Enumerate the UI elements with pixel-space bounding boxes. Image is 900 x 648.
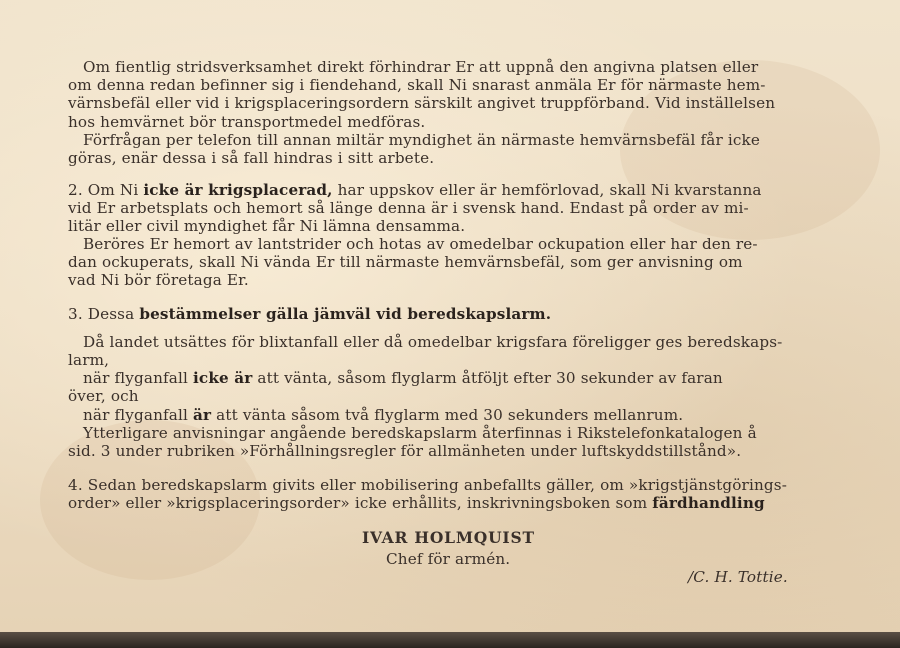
section1-line: hos hemvärnet bör transportmedel medföras. xyxy=(68,113,426,131)
section3-text: när flyganfall xyxy=(83,369,194,387)
section1-line: värnsbefäl eller vid i krigsplaceringsordern särskilt angivet truppförband. Vid inställelsen xyxy=(68,94,776,112)
section3-text: att vänta, såsom flyglarm åtföljt efter 30 sekunder av faran xyxy=(252,369,723,387)
section3-prefix: 3. Dessa xyxy=(68,305,140,323)
section3-line xyxy=(83,369,723,387)
section2-line: Beröres Er hemort av lantstrider och hotas av omedelbar ockupation eller har den re- xyxy=(83,235,758,253)
section1-line: om denna redan befinner sig i fiendehand, skall Ni snarast anmäla Er för närmaste hem- xyxy=(68,76,766,94)
signature-name: IVAR HOLMQUIST xyxy=(362,528,535,547)
section2-bold-phrase: icke är krigsplacerad, xyxy=(143,181,333,199)
section2-suffix: har uppskov eller är hemförlovad, skall Ni kvarstanna xyxy=(332,181,762,199)
section3-line xyxy=(83,406,683,424)
section3-text: när flyganfall xyxy=(83,406,194,424)
section2-line: dan ockuperats, skall Ni vända Er till närmaste hemvärnsbefäl, som ger anvisning om xyxy=(68,253,743,271)
section3-text: att vänta såsom två flyglarm med 30 sekunders mellanrum. xyxy=(211,406,684,424)
section3-line: sid. 3 under rubriken »Förhållningsregler för allmänheten under luftskyddstillstånd». xyxy=(68,442,742,460)
section3-bold-heading: bestämmelser gälla jämväl vid beredskapslarm. xyxy=(139,305,552,323)
section1-line: göras, enär dessa i så fall hindras i sitt arbete. xyxy=(68,149,435,167)
scan-bottom-edge xyxy=(0,632,900,648)
section3-bold-phrase: icke är xyxy=(193,369,253,387)
section3-bold-phrase: är xyxy=(193,406,212,424)
section2-line: vid Er arbetsplats och hemort så länge denna är i svensk hand. Endast på order av mi- xyxy=(68,199,749,217)
section4-bold-phrase: färdhandling xyxy=(652,494,765,512)
section2-prefix: 2. Om Ni xyxy=(68,181,144,199)
section3-heading xyxy=(68,305,551,323)
section1-line: Om fientlig stridsverksamhet direkt förhindrar Er att uppnå den angivna platsen eller xyxy=(83,58,759,76)
section3-line: över, och xyxy=(68,387,139,405)
section2-line: vad Ni bör företaga Er. xyxy=(68,271,249,289)
section4-line xyxy=(68,494,765,512)
section2-first-line xyxy=(68,181,762,199)
section3-line: Då landet utsättes för blixtanfall eller då omedelbar krigsfara föreligger ges beredskaps- xyxy=(83,333,783,351)
section4-text: order» eller »krigsplaceringsorder» icke erhållits, inskrivningsboken som xyxy=(68,494,653,512)
section3-line: Ytterligare anvisningar angående beredskapslarm återfinnas i Rikstelefonkatalogen å xyxy=(83,424,757,442)
signature-title: Chef för armén. xyxy=(386,550,511,568)
section2-line: litär eller civil myndighet får Ni lämna densamma. xyxy=(68,217,466,235)
section4-line: 4. Sedan beredskapslarm givits eller mobilisering anbefallts gäller, om »krigstjänstgörings- xyxy=(68,476,787,494)
section1-line: Förfrågan per telefon till annan miltär myndighet än närmaste hemvärnsbefäl får icke xyxy=(83,131,761,149)
section3-line: larm, xyxy=(68,351,110,369)
countersignature: /C. H. Tottie. xyxy=(688,568,788,586)
